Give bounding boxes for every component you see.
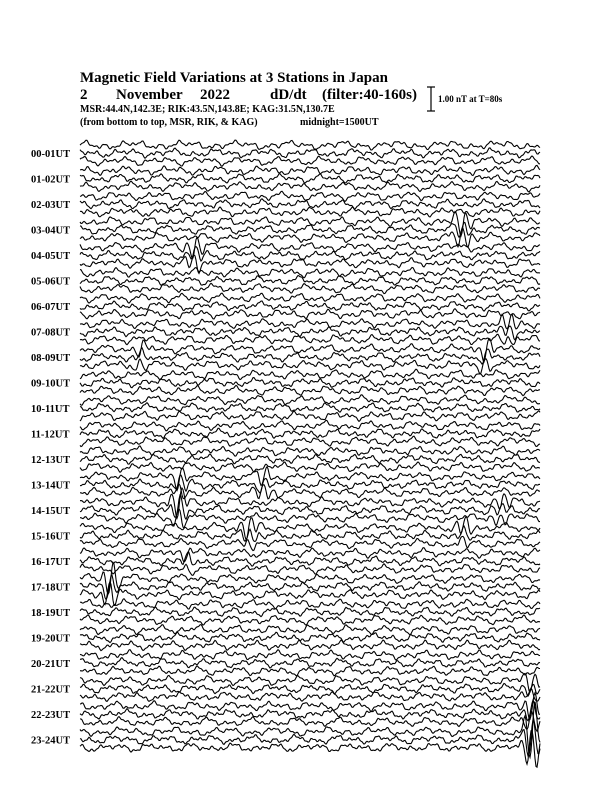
trace-kag: [80, 702, 540, 758]
trace-msr: [80, 436, 540, 446]
hour-row-label: 13-14UT: [31, 480, 71, 492]
date-day: 2: [80, 87, 88, 103]
trace-msr: [80, 309, 540, 319]
trace-rik: [80, 276, 540, 286]
hour-row-label: 12-13UT: [31, 455, 71, 466]
trace-rik: [80, 475, 540, 493]
trace-rik: [80, 378, 540, 388]
trace-kag: [80, 314, 540, 329]
hour-row-label: 14-15UT: [31, 506, 71, 517]
trace-rik: [80, 632, 540, 642]
trace-msr: [80, 334, 540, 344]
trace-msr: [80, 666, 540, 676]
trace-rik: [80, 454, 540, 464]
trace-kag: [80, 446, 540, 456]
trace-rik: [80, 720, 540, 756]
trace-kag: [80, 237, 540, 258]
trace-msr: [80, 730, 540, 767]
hour-row-label: 05-06UT: [31, 276, 71, 288]
trace-rik: [80, 607, 540, 617]
trace-msr: [80, 615, 540, 625]
hour-row-label: 17-18UT: [31, 582, 71, 594]
trace-msr: [80, 411, 540, 422]
filter-label: (filter:40-160s): [322, 87, 417, 103]
trace-msr: [80, 385, 540, 395]
trace-msr: [80, 255, 540, 273]
hour-row-label: 22-23UT: [31, 710, 71, 721]
scale-bar: [427, 87, 435, 111]
trace-rik: [80, 575, 540, 599]
trace-kag: [80, 599, 540, 609]
hour-row-label: 09-10UT: [31, 378, 71, 390]
trace-kag: [80, 293, 540, 303]
trace-kag: [80, 650, 540, 661]
trace-msr: [80, 564, 540, 576]
trace-kag: [80, 395, 540, 405]
trace-msr: [80, 228, 540, 247]
chart-title: Magnetic Field Variations at 3 Stations in Japan: [80, 70, 388, 86]
trace-rik: [80, 428, 540, 438]
hour-row-label: 16-17UT: [31, 557, 71, 568]
hour-row-label: 04-05UT: [31, 251, 71, 262]
hour-row-label: 08-09UT: [31, 353, 71, 364]
midnight-note: midnight=1500UT: [300, 117, 379, 128]
trace-rik: [80, 495, 540, 519]
hour-row-label: 01-02UT: [31, 174, 71, 186]
date-month: November: [116, 87, 183, 103]
trace-rik: [80, 658, 540, 668]
hour-row-label: 21-22UT: [31, 684, 71, 696]
hour-row-label: 11-12UT: [31, 429, 70, 441]
hour-row-label: 07-08UT: [31, 327, 71, 339]
hour-row-label: 15-16UT: [31, 531, 71, 543]
station-coordinates: MSR:44.4N,142.3E; RIK:43.5N,143.8E; KAG:31.5N,130.7E: [80, 104, 335, 115]
trace-kag: [80, 165, 540, 175]
trace-msr: [80, 536, 540, 550]
trace-kag: [80, 140, 540, 150]
date-year: 2022: [200, 87, 230, 103]
hour-row-label: 03-04UT: [31, 225, 71, 237]
hour-row-label: 19-20UT: [31, 633, 71, 645]
trace-kag: [80, 420, 540, 431]
trace-msr: [80, 283, 540, 293]
hour-row-label: 18-19UT: [31, 608, 71, 619]
trace-msr: [80, 181, 540, 192]
trace-msr: [80, 462, 540, 472]
trace-msr: [80, 156, 540, 166]
hour-row-label: 23-24UT: [31, 735, 71, 747]
hour-row-label: 00-01UT: [31, 149, 71, 160]
trace-rik: [80, 174, 540, 183]
trace-rik: [80, 348, 540, 364]
scale-bar-label: 1.00 nT at T=80s: [438, 94, 503, 104]
trace-kag: [80, 369, 540, 380]
hour-row-label: 10-11UT: [31, 404, 70, 415]
trace-kag: [80, 191, 540, 201]
hour-row-label: 20-21UT: [31, 659, 71, 670]
trace-rik: [80, 403, 540, 413]
trace-rik: [80, 683, 540, 696]
hour-row-label: 02-03UT: [31, 200, 71, 211]
trace-order-note: (from bottom to top, MSR, RIK, & KAG): [80, 117, 258, 128]
trace-rik: [80, 148, 540, 158]
trace-msr: [80, 509, 540, 528]
hour-row-label: 06-07UT: [31, 302, 71, 313]
trace-msr: [80, 207, 540, 217]
trace-kag: [80, 548, 540, 562]
parameter-label: dD/dt: [270, 87, 307, 103]
trace-msr: [80, 640, 540, 651]
trace-kag: [80, 625, 540, 635]
trace-msr: [80, 688, 540, 701]
